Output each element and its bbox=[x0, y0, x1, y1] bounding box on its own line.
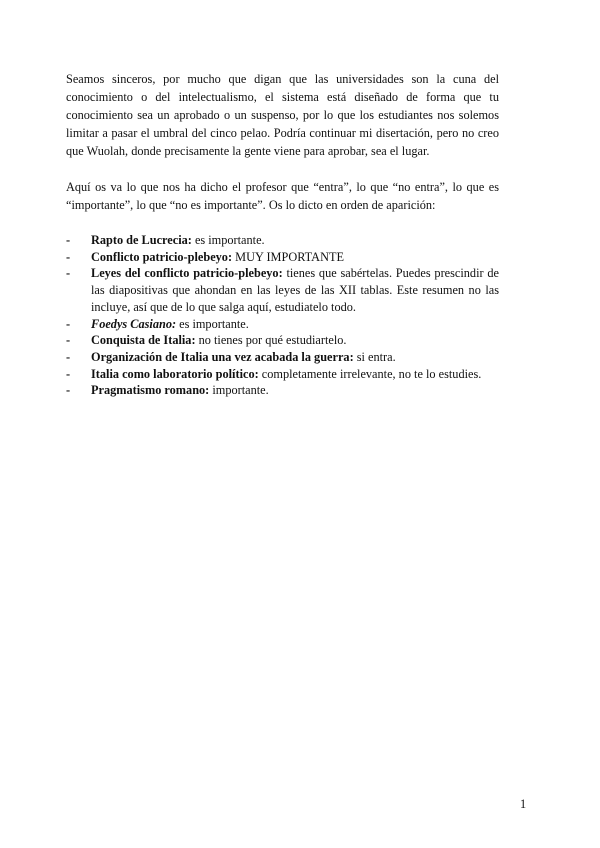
topic-term: Organización de Italia una vez acabada la guerra: bbox=[91, 349, 354, 364]
topic-term: Leyes del conflicto patricio-plebeyo: bbox=[91, 266, 283, 281]
topics-list bbox=[66, 232, 499, 399]
topic-note: es importante. bbox=[191, 233, 265, 247]
topic-note: tienes que sabértelas. Puedes prescindir de las diapositivas que ahondan en las leyes de las XII tablas. Este resumen no las incluye, así que de lo que salga aquí, estudiatelo todo. bbox=[91, 266, 499, 314]
list-item bbox=[66, 316, 499, 333]
topic-note: completamente irrelevante, no te lo estudies. bbox=[258, 366, 482, 381]
bullet-dash: - bbox=[66, 349, 71, 364]
topic-term: Conquista de Italia: bbox=[91, 333, 196, 348]
topic-term: Foedys Casiano: bbox=[91, 316, 177, 331]
page-number: 1 bbox=[520, 797, 527, 811]
topic-note: importante. bbox=[209, 383, 269, 398]
bullet-dash: - bbox=[66, 249, 71, 264]
bullet-dash: - bbox=[66, 316, 71, 331]
topic-note: es importante. bbox=[176, 316, 249, 331]
list-item bbox=[66, 232, 499, 249]
list-item bbox=[66, 249, 499, 266]
list-item bbox=[66, 349, 499, 366]
instructions-paragraph: Aquí os va lo que nos ha dicho el profesor que “entra”, lo que “no entra”, lo que es “importante”, lo que “no es importante”. Os lo dicto en orden de aparición: bbox=[66, 180, 499, 212]
topic-term: Italia como laboratorio político: bbox=[91, 366, 259, 381]
topic-term: Conflicto patricio-plebeyo: bbox=[91, 249, 233, 264]
list-item bbox=[66, 265, 499, 315]
document-body bbox=[66, 70, 499, 399]
list-item bbox=[66, 366, 499, 383]
topic-note: MUY IMPORTANTE bbox=[232, 249, 344, 264]
bullet-dash: - bbox=[66, 233, 71, 247]
list-item bbox=[66, 332, 499, 349]
topic-note: no tienes por qué estudiartelo. bbox=[195, 333, 347, 348]
bullet-dash: - bbox=[66, 266, 71, 281]
bullet-dash: - bbox=[66, 366, 71, 381]
topic-note: si entra. bbox=[353, 349, 396, 364]
bullet-dash: - bbox=[66, 333, 71, 348]
topic-term: Pragmatismo romano: bbox=[91, 383, 210, 398]
topic-term: Rapto de Lucrecia: bbox=[91, 233, 192, 247]
bullet-dash: - bbox=[66, 383, 71, 398]
intro-paragraph: Seamos sinceros, por mucho que digan que las universidades son la cuna del conocimiento o del intelectualismo, el sistema está diseñado de forma que tu conocimiento sea un aprobado o un suspenso, por lo que los estudiantes nos solemos limitar a pasar el umbral del cinco pelao. Podría continuar mi disertación, pero no creo que Wuolah, donde precisamente la gente viene para aprobar, sea el lugar. bbox=[66, 72, 499, 158]
list-item bbox=[66, 382, 499, 399]
